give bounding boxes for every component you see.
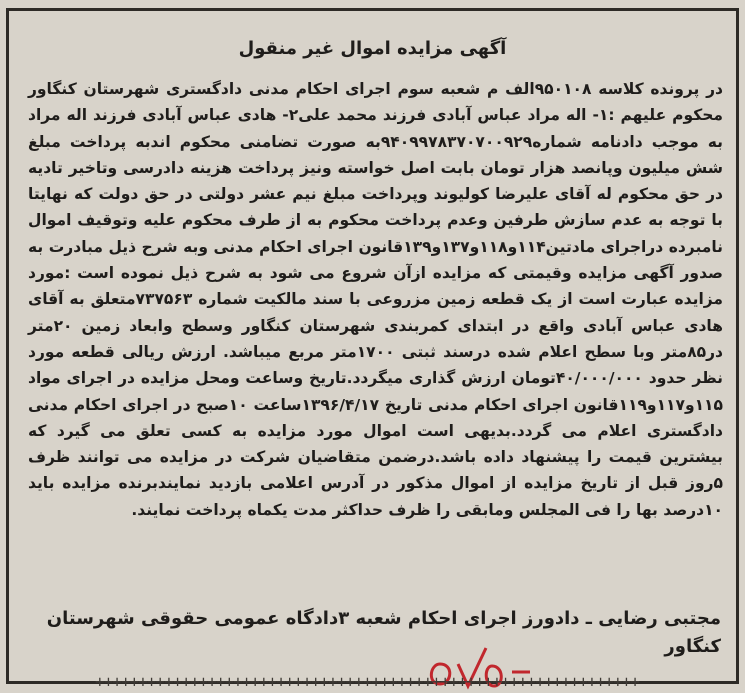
footer-plus-rule: +++++++++++++++++++++++++++++++++++++++++++++++++++++++++++++++ — [95, 673, 639, 691]
signature-line-1: مجتبی رضایی ـ دادورز اجرای احکام شعبه ۳دادگاه عمومی حقوقی شهرستان — [46, 608, 721, 629]
signature-line-2: کنگاور — [664, 636, 721, 657]
notice-body: در پرونده کلاسه ۹۵۰۱۰۸الف م شعبه سوم اجرای احکام مدنی دادگستری شهرستان کنگاور محکوم علیهم :۱- اله مراد عباس آبادی فرزند محمد علی۲- هادی عباس آبادی فرزند اله مراد به موجب دادنامه شماره۹۴۰۹۹۷۸۳۷۰۷۰۰۹۲۹به صورت تضامنی محکوم اندبه پرداخت مبلغ شش میلیون وپانصد هزار تومان بابت اصل خواسته ونیز پرداخت هزینه دادرسی وتاخیر تادیه در حق محکوم له آقای علیرضا کولیوند وپرداخت مبلغ نیم عشر دولتی در حق دولت که نهایتا با توجه به عدم سازش طرفین وعدم پرداخت محکوم به از طرف محکوم علیه وتوقیف اموال نامبرده دراجرای مادتین۱۱۴و۱۱۸و۱۳۷و۱۳۹قانون اجرای احکام مدنی وبه شرح ذیل مبادرت به صدور آگهی مزایده وقیمتی که مزایده ازآن شروع می شود به شرح ذیل نموده است :مورد مزایده عبارت است از یک قطعه زمین مزروعی با سند مالکیت شماره ۷۳۷۵۶۳متعلق به آقای هادی عباس آبادی واقع در ابتدای کمربندی شهرستان کنگاور وسطح وابعاد زمین ۲۰متر در۸۵متر وبا سطح اعلام شده درسند ثبتی ۱۷۰۰متر مربع میباشد. ارزش ریالی قطعه مورد نظر حدود ۴۰/۰۰۰/۰۰۰تومان ارزش گذاری میگردد.تاریخ وساعت ومحل مزایده در اجرای مواد ۱۱۵و۱۱۷و۱۱۹قانون اجرای احکام مدنی تاریخ ۱۳۹۶/۴/۱۷ساعت ۱۰صبح در اجرای احکام مدنی دادگستری اعلام می گردد.بدیهی است اموال مورد مزایده به کسی تعلق می گیرد که بیشترین قیمت را پیشنهاد داده باشد.درضمن متقاضیان شرکت در مزایده می توانند ظرف ۵روز قبل از تاریخ مزایده از اموال مذکور در آدرس اعلامی بازدید نمایندبرنده مزایده باید ۱۰درصد بها را فی المجلس ومابقی را ظرف حداکثر مدت یکماه پرداخت نمایند. — [28, 80, 724, 519]
notice-title: آگهی مزایده اموال غیر منقول — [238, 38, 507, 59]
